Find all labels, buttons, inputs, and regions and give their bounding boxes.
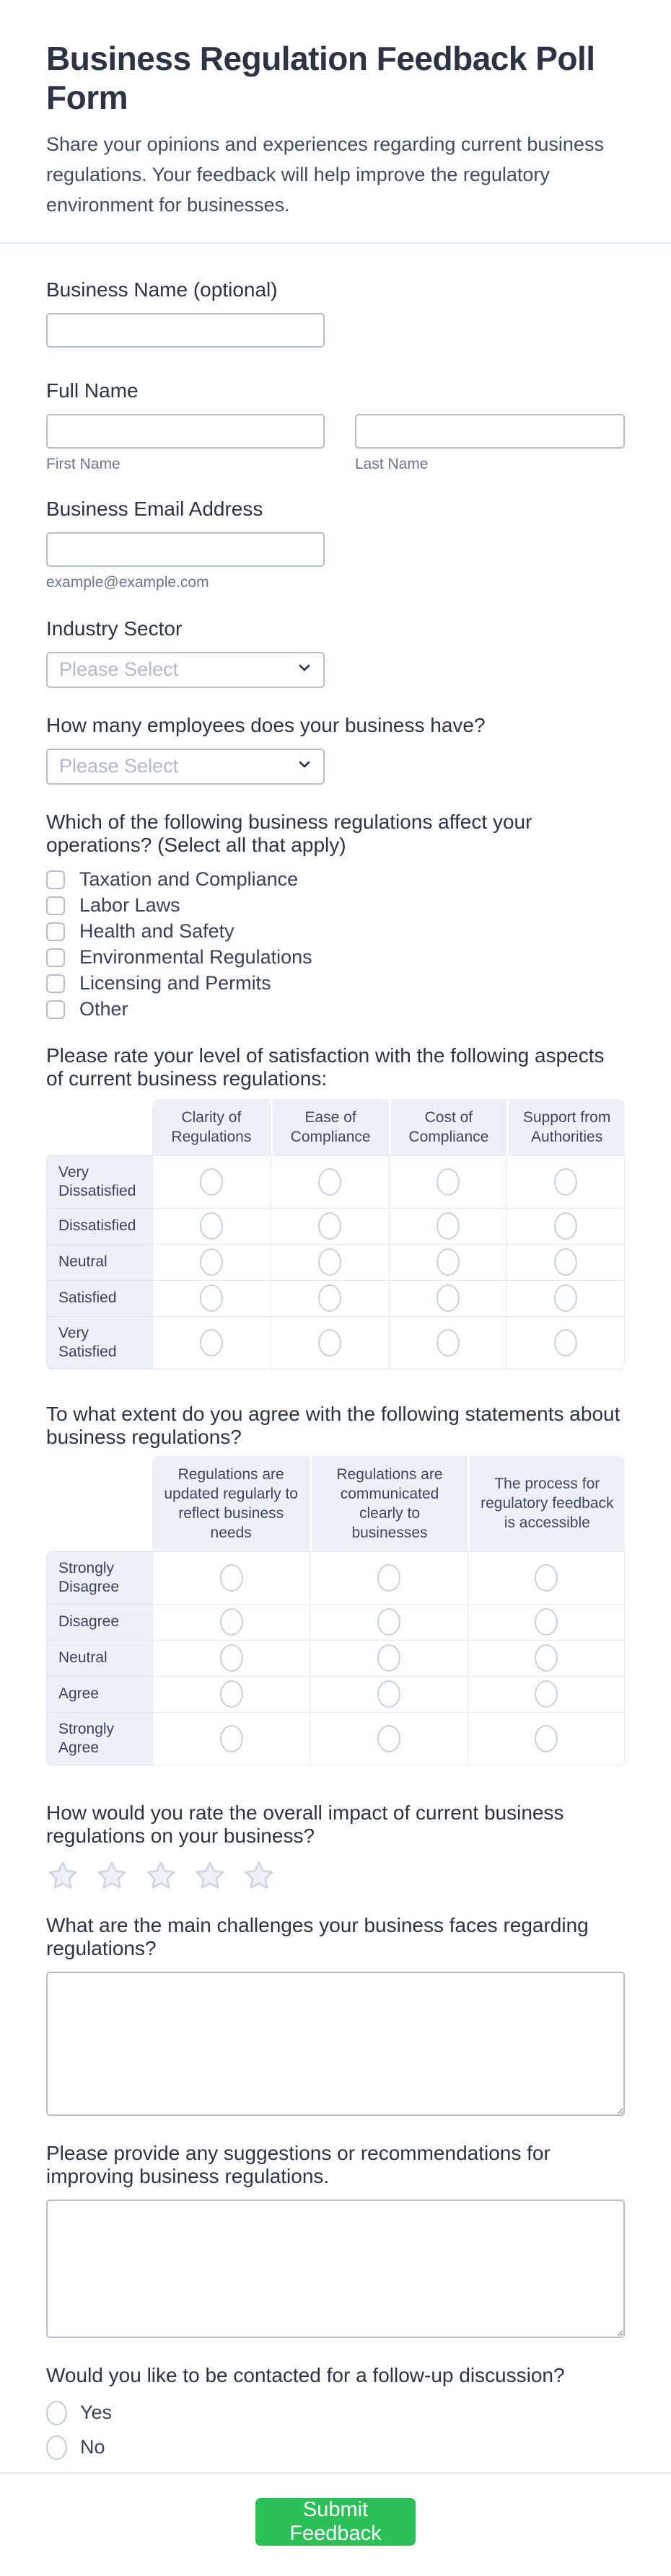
matrix-radio[interactable] [318,1329,341,1357]
matrix-radio[interactable] [318,1248,341,1276]
challenges-label: What are the main challenges your business faces regarding regulations? [46,1913,589,1959]
employees-selected-value: Please Select [59,755,179,777]
matrix-radio[interactable] [200,1248,223,1276]
matrix-radio[interactable] [554,1284,577,1312]
matrix-radio[interactable] [377,1680,400,1708]
matrix-col-header: Cost of Compliance [389,1099,507,1155]
star-icon[interactable] [46,1859,79,1892]
checkbox-option-taxation[interactable]: Taxation and Compliance [46,867,625,893]
matrix-radio[interactable] [220,1564,243,1592]
star-icon[interactable] [242,1859,276,1892]
checkbox-icon[interactable] [46,922,65,941]
matrix-radio[interactable] [220,1725,243,1752]
matrix-radio[interactable] [377,1644,400,1672]
matrix-cell [468,1640,625,1676]
checkbox-option-other[interactable]: Other [46,997,625,1023]
matrix-radio[interactable] [437,1248,460,1276]
business-name-label: Business Name (optional) [46,278,278,301]
matrix-row-header: Neutral [46,1244,152,1280]
matrix-cell [152,1640,310,1676]
matrix-cell [389,1316,507,1369]
matrix-row-header: Strongly Agree [46,1712,152,1765]
matrix-radio[interactable] [554,1168,577,1196]
agreement-label: To what extent do you agree with the following statements about business regulations? [46,1402,620,1448]
matrix-cell [468,1604,625,1640]
matrix-radio[interactable] [554,1212,577,1240]
regulations-label: Which of the following business regulations affect your operations? (Select all that apply) [46,810,532,856]
form-header [0,0,671,244]
industry-selected-value: Please Select [59,658,179,681]
matrix-radio[interactable] [200,1168,223,1196]
matrix-radio[interactable] [535,1608,558,1636]
matrix-col-header: Clarity of Regulations [152,1099,271,1155]
question-followup [46,2364,625,2462]
question-regulations [46,811,625,1023]
business-name-input[interactable] [46,313,325,348]
matrix-cell [389,1155,507,1208]
matrix-cell [271,1280,389,1316]
radio-icon[interactable] [46,2401,67,2425]
matrix-cell [152,1676,310,1712]
question-industry [46,617,625,688]
matrix-row-header: Disagree [46,1604,152,1640]
email-hint: example@example.com [46,573,209,591]
matrix-radio[interactable] [220,1680,243,1708]
page-subtitle: Share your opinions and experiences regarding current business regulations. Your feedback will help improve the regulatory environment for businesses. [46,133,604,216]
matrix-cell [310,1551,467,1604]
radio-icon[interactable] [46,2435,67,2460]
matrix-cell [152,1604,310,1640]
checkbox-icon[interactable] [46,948,65,967]
star-icon[interactable] [95,1859,128,1892]
industry-label: Industry Sector [46,617,183,640]
checkbox-option-environmental[interactable]: Environmental Regulations [46,945,625,971]
matrix-cell [152,1551,310,1604]
impact-label: How would you rate the overall impact of current business regulations on your business? [46,1801,564,1847]
employees-select[interactable] [46,749,325,785]
star-icon[interactable] [144,1859,177,1892]
matrix-cell [271,1316,389,1369]
matrix-radio[interactable] [437,1212,460,1240]
matrix-radio[interactable] [318,1168,341,1196]
question-agreement-matrix [46,1403,625,1765]
matrix-radio[interactable] [535,1725,558,1752]
last-name-sublabel: Last Name [355,455,429,472]
matrix-radio[interactable] [200,1284,223,1312]
industry-select[interactable] [46,652,325,688]
matrix-radio[interactable] [200,1329,223,1357]
checkbox-icon[interactable] [46,974,65,993]
submit-section [0,2474,671,2576]
checkbox-icon[interactable] [46,896,65,915]
matrix-cell [506,1316,625,1369]
question-employees [46,714,625,785]
first-name-input[interactable] [46,414,325,449]
matrix-col-header: Support from Authorities [506,1099,625,1155]
question-full-name [46,379,625,473]
matrix-row-header: Dissatisfied [46,1208,152,1244]
matrix-cell [271,1208,389,1244]
suggestions-textarea[interactable] [46,2200,625,2338]
matrix-cell [389,1280,507,1316]
matrix-cell [389,1244,507,1280]
matrix-row-header: Very Satisfied [46,1316,152,1369]
radio-option-yes[interactable]: Yes [46,2399,625,2427]
submit-button[interactable]: Submit Feedback [255,2498,416,2546]
matrix-radio[interactable] [437,1168,460,1196]
page-title: Business Regulation Feedback Poll Form [46,40,595,116]
followup-label: Would you like to be contacted for a follow-up discussion? [46,2363,565,2386]
matrix-row-header: Neutral [46,1640,152,1676]
matrix-corner [46,1099,152,1155]
employees-label: How many employees does your business have? [46,713,486,736]
matrix-row-header: Satisfied [46,1280,152,1316]
matrix-corner [46,1456,152,1551]
question-suggestions [46,2142,625,2338]
first-name-field [46,414,325,473]
checkbox-option-health[interactable]: Health and Safety [46,919,625,945]
form-body [0,244,671,2462]
matrix-cell [506,1280,625,1316]
matrix-radio[interactable] [437,1284,460,1312]
matrix-cell [468,1712,625,1765]
matrix-cell [310,1640,467,1676]
email-input[interactable] [46,532,325,567]
question-impact-rating [46,1801,625,1892]
matrix-cell [152,1316,271,1369]
matrix-col-header: The process for regulatory feedback is accessible [468,1456,625,1551]
matrix-cell [506,1244,625,1280]
challenges-textarea[interactable] [46,1972,625,2116]
question-email [46,498,625,591]
matrix-radio[interactable] [318,1284,341,1312]
matrix-cell [152,1244,271,1280]
matrix-radio[interactable] [535,1644,558,1672]
matrix-cell [468,1551,625,1604]
matrix-radio[interactable] [318,1212,341,1240]
matrix-radio[interactable] [535,1680,558,1708]
matrix-radio[interactable] [437,1329,460,1357]
matrix-radio[interactable] [554,1329,577,1357]
last-name-input[interactable] [355,414,625,449]
question-satisfaction-matrix [46,1044,625,1369]
email-label: Business Email Address [46,497,263,520]
matrix-radio[interactable] [220,1644,243,1672]
question-challenges [46,1914,625,2116]
satisfaction-label: Please rate your level of satisfaction with the following aspects of current business regulations: [46,1044,605,1090]
last-name-field [355,414,625,473]
matrix-cell [310,1676,467,1712]
checkbox-option-labor[interactable]: Labor Laws [46,893,625,919]
matrix-col-header: Ease of Compliance [271,1099,389,1155]
satisfaction-matrix-table [46,1099,625,1369]
matrix-radio[interactable] [554,1248,577,1276]
matrix-cell [506,1155,625,1208]
matrix-radio[interactable] [377,1564,400,1592]
matrix-radio[interactable] [535,1564,558,1592]
full-name-label: Full Name [46,379,139,402]
matrix-row-header: Agree [46,1676,152,1712]
matrix-cell [152,1155,271,1208]
matrix-cell [271,1155,389,1208]
radio-option-no[interactable]: No [46,2433,625,2462]
matrix-cell [506,1208,625,1244]
matrix-row-header: Very Dissatisfied [46,1155,152,1208]
matrix-cell [310,1712,467,1765]
matrix-row-header: Strongly Disagree [46,1551,152,1604]
chevron-down-icon [296,756,313,777]
matrix-radio[interactable] [200,1212,223,1240]
agreement-matrix-table [46,1456,625,1765]
first-name-sublabel: First Name [46,455,120,472]
matrix-col-header: Regulations are communicated clearly to businesses [310,1456,467,1551]
star-icon[interactable] [193,1859,227,1892]
matrix-radio[interactable] [220,1608,243,1636]
checkbox-icon[interactable] [46,1000,65,1019]
matrix-cell [152,1280,271,1316]
checkbox-icon[interactable] [46,870,65,889]
matrix-col-header: Regulations are updated regularly to reflect business needs [152,1456,310,1551]
question-business-name [46,278,625,348]
matrix-cell [468,1676,625,1712]
matrix-cell [310,1604,467,1640]
checkbox-option-licensing[interactable]: Licensing and Permits [46,971,625,997]
matrix-cell [152,1208,271,1244]
matrix-radio[interactable] [377,1608,400,1636]
chevron-down-icon [296,659,313,680]
star-rating [46,1859,625,1892]
suggestions-label: Please provide any suggestions or recommendations for improving business regulations. [46,2141,551,2187]
matrix-radio[interactable] [377,1725,400,1752]
matrix-cell [271,1244,389,1280]
matrix-cell [152,1712,310,1765]
matrix-cell [389,1208,507,1244]
